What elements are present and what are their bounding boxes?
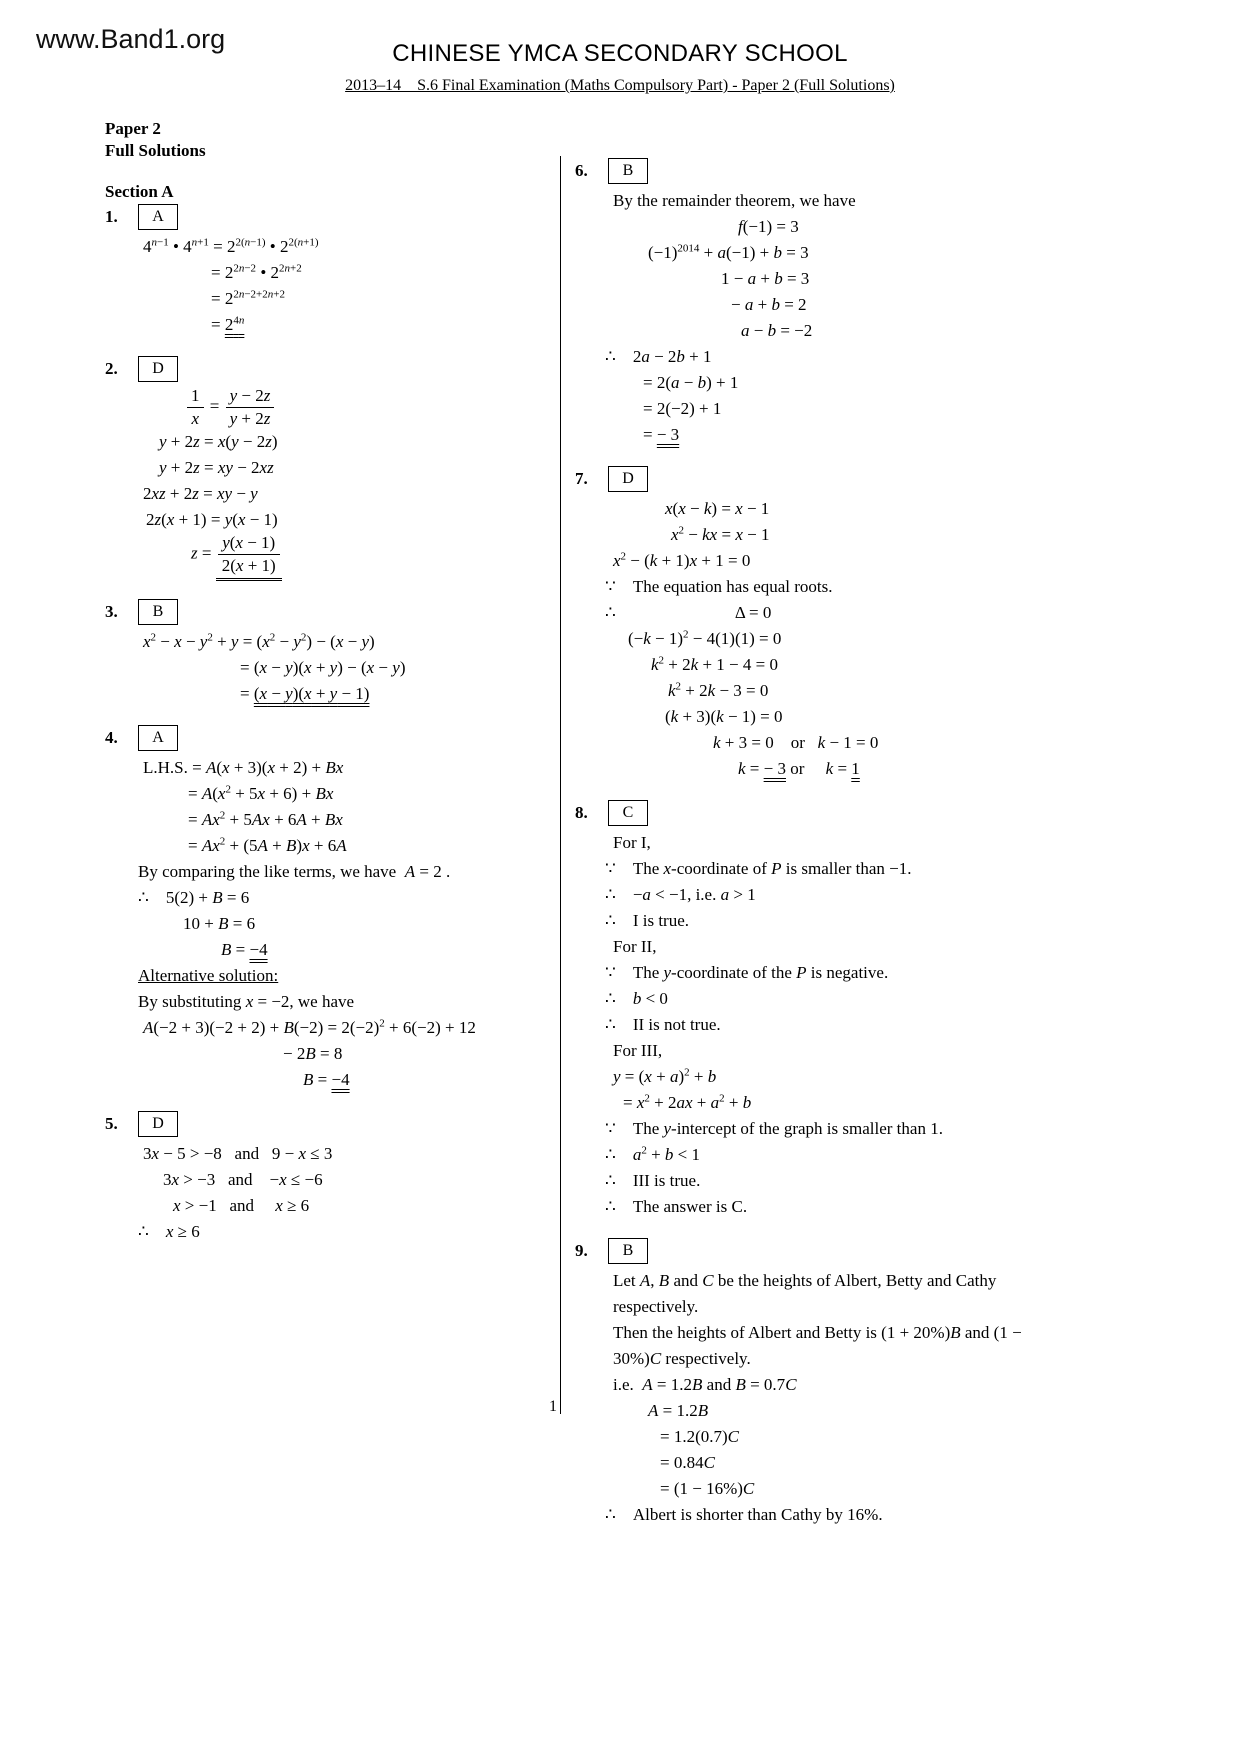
- solution-line: − 2B = 8: [283, 1044, 343, 1063]
- question-header: [575, 800, 1215, 826]
- solution-line: By comparing the like terms, we have A = 2 .: [138, 862, 451, 881]
- solution-line: = (x − y)(x + y − 1): [240, 684, 370, 703]
- solution-line: = $Ax^2 + (5A + B)x + 6A$: [188, 835, 347, 855]
- answer-box: B: [608, 158, 648, 184]
- solution-line: k = − 3 or k = 1: [738, 759, 860, 778]
- question-number: 8.: [575, 803, 588, 822]
- solution-line: ∴ III is true.: [605, 1171, 701, 1190]
- paper-title: Paper 2: [105, 119, 161, 138]
- solution-line: For III,: [613, 1041, 663, 1060]
- solution-line: − a + b = 2: [731, 295, 807, 314]
- question-number: 7.: [575, 469, 588, 488]
- solution-line: 10 + B = 6: [183, 914, 256, 933]
- question-body: [105, 1141, 575, 1245]
- question-body: [575, 188, 1045, 448]
- question-header: [105, 1111, 575, 1137]
- question-header: [105, 356, 575, 382]
- question-body: [575, 830, 1045, 1220]
- answer-box: B: [608, 1238, 648, 1264]
- solution-line: ∴ II is not true.: [605, 1015, 721, 1034]
- question-block: [105, 599, 575, 707]
- solution-line: $k^2 + 2k + 1 - 4 = 0$: [651, 654, 778, 674]
- solution-line: ∵ The y-coordinate of the P is negative.: [605, 963, 889, 982]
- solution-line: = 1.2(0.7)C: [660, 1427, 740, 1446]
- solution-line: $x^2$ − kx = x − 1: [671, 524, 770, 544]
- solution-line: = $2^{2n-2}$ • $2^{2n+2}$: [211, 262, 302, 282]
- solution-line: B = −4: [221, 940, 268, 959]
- solution-line: ∴ $a^2 + b < 1$: [605, 1144, 701, 1164]
- question-block: [105, 725, 575, 1093]
- solution-line: Let A, B and C be the heights of Albert, Betty and Cathy respectively.: [613, 1271, 997, 1316]
- solution-line: For II,: [613, 937, 657, 956]
- answer-box: D: [608, 466, 648, 492]
- answer-box: D: [138, 356, 178, 382]
- section-heading: Section A: [105, 182, 174, 201]
- solution-line: ∴ The answer is C.: [605, 1197, 748, 1216]
- solution-line: ∴ 5(2) + B = 6: [138, 888, 250, 907]
- solution-line: By the remainder theorem, we have: [613, 191, 856, 210]
- watermark-text: www.Band1.org: [36, 24, 226, 54]
- solution-line: $k^2 + 2k - 3 = 0$: [668, 680, 769, 700]
- solution-line: $(-1)^{2014} + a(-1) + b = 3$: [648, 242, 809, 262]
- solution-line: 1 − a + b = 3: [721, 269, 810, 288]
- solution-line: = 2(−2) + 1: [643, 399, 722, 418]
- questions-left: [105, 204, 575, 1245]
- question-number: 2.: [105, 359, 118, 378]
- solution-line: ∵ The equation has equal roots.: [605, 577, 833, 596]
- solution-line: ∵ The y-intercept of the graph is smaller than 1.: [605, 1119, 943, 1138]
- solution-line: 3x − 5 > −8 and 9 − x ≤ 3: [143, 1144, 333, 1163]
- question-number: 9.: [575, 1241, 588, 1260]
- solution-line: x > −1 and x ≥ 6: [173, 1196, 310, 1215]
- question-header: [575, 466, 1215, 492]
- solution-line: = $2^{4n}$: [211, 314, 245, 334]
- solution-line: ∴ I is true.: [605, 911, 689, 930]
- question-body: [105, 234, 575, 338]
- solution-line: k + 3 = 0 or k − 1 = 0: [713, 733, 879, 752]
- question-number: 3.: [105, 602, 118, 621]
- solution-line: = $Ax^2 + 5Ax + 6A + Bx$: [188, 809, 343, 829]
- paper-subtitle: Full Solutions: [105, 141, 206, 160]
- question-header: [105, 204, 575, 230]
- solution-line: x(x − k) = x − 1: [665, 499, 770, 518]
- answer-box: A: [138, 725, 178, 751]
- question-block: [575, 1238, 1215, 1528]
- right-column: [575, 158, 1215, 1546]
- solution-line: ∴ Δ = 0: [605, 603, 772, 622]
- solution-line: = 0.84C: [660, 1453, 715, 1472]
- solution-line: a − b = −2: [741, 321, 813, 340]
- solution-line: 3x > −3 and −x ≤ −6: [163, 1170, 323, 1189]
- solution-line: A = 1.2B: [648, 1401, 709, 1420]
- solution-line: = − 3: [643, 425, 680, 444]
- question-number: 1.: [105, 207, 118, 226]
- answer-box: A: [138, 204, 178, 230]
- solution-line: (k + 3)(k − 1) = 0: [665, 707, 783, 726]
- solution-line: $\frac{1}{x}$ = $\frac{y - 2z}{y + 2z}$: [185, 386, 575, 429]
- solution-line: By substituting x = −2, we have: [138, 992, 355, 1011]
- question-body: [105, 755, 575, 1093]
- solution-line: ∴ Albert is shorter than Cathy by 16%.: [605, 1505, 883, 1524]
- answer-box: D: [138, 1111, 178, 1137]
- question-block: [575, 158, 1215, 448]
- question-header: [105, 599, 575, 625]
- solution-line: $y = (x + a)^2 + b$: [613, 1066, 717, 1086]
- page-number: 1: [549, 1398, 557, 1415]
- solution-line: y + 2z = x(y − 2z): [159, 432, 278, 451]
- solution-line: = 2(a − b) + 1: [643, 373, 739, 392]
- solution-line: ∵ The x-coordinate of P is smaller than −1.: [605, 859, 912, 878]
- solution-line: ∴ −a < −1, i.e. a > 1: [605, 885, 756, 904]
- solution-line: = $x^2 + 2ax + a^2 + b$: [623, 1092, 752, 1112]
- left-column: [105, 118, 575, 1263]
- solution-line: = (x − y)(x + y) − (x − y): [240, 658, 406, 677]
- question-block: [575, 800, 1215, 1220]
- solution-line: Then the heights of Albert and Betty is (1 + 20%)B and (1 − 30%)C respectively.: [613, 1323, 1022, 1368]
- solution-line: y + 2z = xy − 2xz: [159, 458, 274, 477]
- solution-line: = $A(x^2 + 5x + 6) + Bx$: [188, 783, 334, 803]
- questions-right: [575, 158, 1215, 1528]
- solution-line: i.e. A = 1.2B and B = 0.7C: [613, 1375, 797, 1394]
- question-block: [105, 1111, 575, 1245]
- school-title: CHINESE YMCA SECONDARY SCHOOL: [392, 40, 848, 67]
- solution-line: For I,: [613, 833, 651, 852]
- solution-line: $(-k - 1)^2 - 4(1)(1) = 0$: [628, 628, 782, 648]
- solution-line: ∴ x ≥ 6: [138, 1222, 200, 1241]
- solution-line: $x^2 - (k + 1)x + 1 = 0$: [613, 550, 751, 570]
- question-number: 6.: [575, 161, 588, 180]
- solution-line: $A(-2 + 3)(-2 + 2) + B(-2) = 2(-2)^2 + 6(-2) + 12$: [143, 1017, 476, 1037]
- question-header: [105, 725, 575, 751]
- solution-line: $4^{n-1}$ • $4^{n+1} = 2^{2(n-1)}$ • $2^{2(n+1)}$: [143, 236, 319, 256]
- question-body: [575, 496, 1045, 782]
- solution-line: ∴ b < 0: [605, 989, 668, 1008]
- exam-subtitle: 2013–14 S.6 Final Examination (Maths Compulsory Part) - Paper 2 (Full Solutions): [345, 77, 895, 94]
- solution-line: 2z(x + 1) = y(x − 1): [146, 510, 278, 529]
- question-block: [575, 466, 1215, 782]
- solution-line: ∴ 2a − 2b + 1: [605, 347, 712, 366]
- answer-box: B: [138, 599, 178, 625]
- solution-line: L.H.S. = A(x + 3)(x + 2) + Bx: [143, 758, 344, 777]
- question-body: [105, 386, 575, 581]
- solution-line: 2xz + 2z = xy − y: [143, 484, 258, 503]
- solution-line: z = $\frac{y(x - 1)}{2(x + 1)}$: [191, 533, 575, 581]
- question-number: 4.: [105, 728, 118, 747]
- question-header: [575, 158, 1215, 184]
- question-block: [105, 204, 575, 338]
- solution-line: = (1 − 16%)C: [660, 1479, 755, 1498]
- solution-line: Alternative solution:: [138, 966, 279, 985]
- solution-line: f(−1) = 3: [738, 217, 799, 236]
- solution-line: B = −4: [303, 1070, 350, 1089]
- solution-line: = $2^{2n-2+2n+2}$: [211, 288, 285, 308]
- answer-box: C: [608, 800, 648, 826]
- question-header: [575, 1238, 1215, 1264]
- question-block: [105, 356, 575, 581]
- question-body: [105, 629, 575, 707]
- solution-line: $x^2 - x - y^2 + y = (x^2 - y^2) - (x - y)$: [143, 631, 375, 651]
- question-number: 5.: [105, 1114, 118, 1133]
